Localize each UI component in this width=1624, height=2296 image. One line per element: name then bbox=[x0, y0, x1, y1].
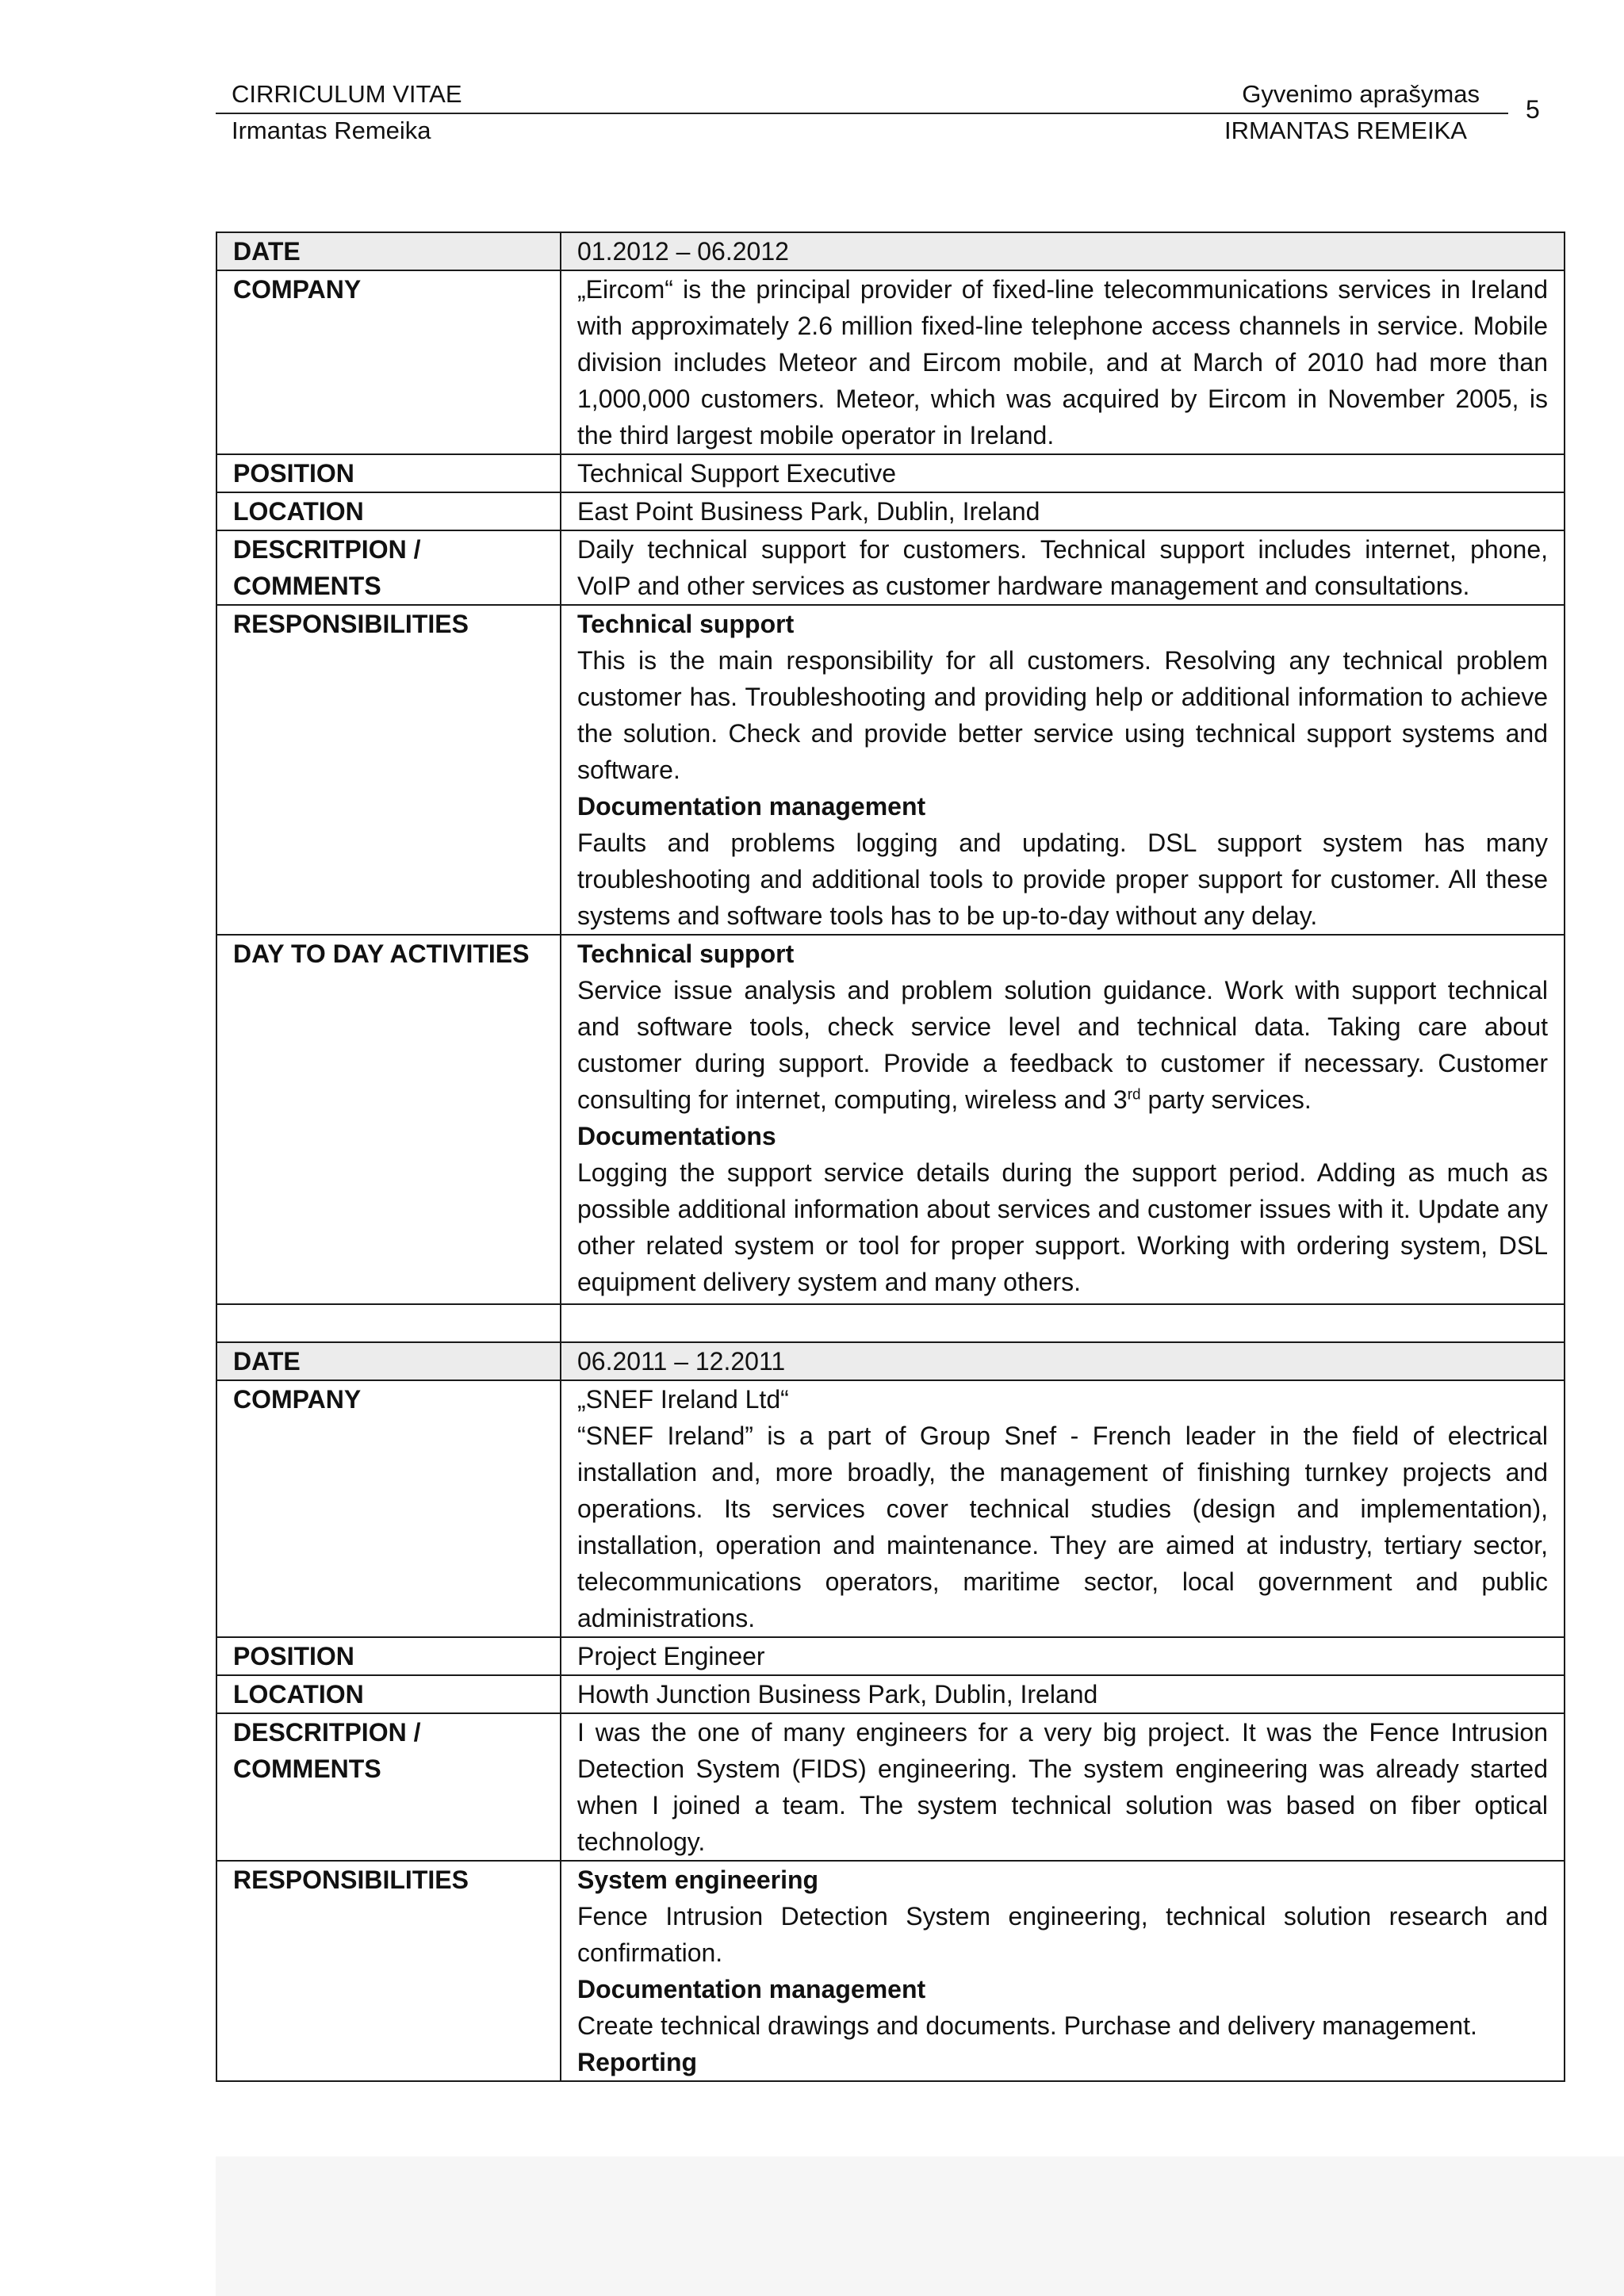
ordinal-superscript: rd bbox=[1127, 1086, 1141, 1104]
resp-heading: Documentation management bbox=[577, 1975, 926, 2003]
header-right-title: Gyvenimo aprašymas bbox=[1242, 80, 1480, 108]
description-label bbox=[216, 530, 561, 605]
spacer-cell bbox=[561, 1304, 1565, 1342]
table-row bbox=[216, 454, 1565, 492]
location-value: East Point Business Park, Dublin, Ireland bbox=[561, 492, 1565, 530]
resp-paragraph: Create technical drawings and documents. Purchase and delivery management. bbox=[577, 2011, 1477, 2040]
table-row bbox=[216, 1675, 1565, 1713]
activities-text-end: party services. bbox=[1140, 1085, 1312, 1114]
date-value: 01.2012 – 06.2012 bbox=[561, 232, 1565, 270]
table-row bbox=[216, 605, 1565, 935]
activities-paragraph: Logging the support service details during the support period. Adding as much as possible additional information about services and customer issues with it. Update any other related system or tool for proper support. Working with ordering system, DSL equipment delivery system and many others. bbox=[577, 1158, 1548, 1296]
header-rule bbox=[216, 113, 1508, 114]
header-right-name: IRMANTAS REMEIKA bbox=[1224, 117, 1467, 144]
position-value: Project Engineer bbox=[561, 1637, 1565, 1675]
table-row bbox=[216, 1637, 1565, 1675]
responsibilities-value bbox=[561, 1861, 1565, 2081]
resp-paragraph: This is the main responsibility for all customers. Resolving any technical problem customer has. Troubleshooting and providing help or additional information to achieve the solution. Check and provide better service using technical support systems and software. bbox=[577, 646, 1548, 784]
table-row bbox=[216, 530, 1565, 605]
resp-paragraph: Faults and problems logging and updating. DSL support system has many troubleshooting and additional tools to provide proper support for customer. All these systems and software tools has to be up-to-day without any delay. bbox=[577, 828, 1548, 930]
responsibilities-label: RESPONSIBILITIES bbox=[216, 1861, 561, 2081]
description-label-line2: COMMENTS bbox=[233, 572, 381, 600]
activities-heading: Technical support bbox=[577, 939, 795, 968]
table-row bbox=[216, 1380, 1565, 1637]
resp-heading: System engineering bbox=[577, 1866, 819, 1894]
company-label: COMPANY bbox=[216, 270, 561, 454]
spacer-row bbox=[216, 1304, 1565, 1342]
date-value: 06.2011 – 12.2011 bbox=[561, 1342, 1565, 1380]
responsibilities-value bbox=[561, 605, 1565, 935]
page-bottom-shade bbox=[216, 2156, 1624, 2296]
description-value: I was the one of many engineers for a very big project. It was the Fence Intrusion Detection System (FIDS) engineering. The system engineering was already started when I joined a team. The system technical solution was based on fiber optical technology. bbox=[561, 1713, 1565, 1861]
company-label: COMPANY bbox=[216, 1380, 561, 1637]
spacer-cell bbox=[216, 1304, 561, 1342]
resp-heading: Documentation management bbox=[577, 792, 926, 821]
description-label bbox=[216, 1713, 561, 1861]
date-label: DATE bbox=[216, 1342, 561, 1380]
resp-heading: Reporting bbox=[577, 2048, 698, 2076]
header-left-title: CIRRICULUM VITAE bbox=[232, 80, 462, 108]
description-label-line2: COMMENTS bbox=[233, 1755, 381, 1783]
activities-label: DAY TO DAY ACTIVITIES bbox=[216, 935, 561, 1304]
description-value: Daily technical support for customers. Technical support includes internet, phone, VoIP and other services as customer hardware management and consultations. bbox=[561, 530, 1565, 605]
description-label-line1: DESCRITPION / bbox=[233, 1718, 421, 1747]
company-name: „SNEF Ireland Ltd“ bbox=[577, 1385, 789, 1414]
table-row bbox=[216, 270, 1565, 454]
company-text: “SNEF Ireland” is a part of Group Snef - French leader in the field of electrical installation and, more broadly, the management of finishing turnkey projects and operations. Its services cover technical studies (design and implementation), installation, operation and maintenance. They are aimed at industry, tertiary sector, telecommunications operators, maritime sector, local government and public administrations. bbox=[577, 1422, 1548, 1632]
table-row bbox=[216, 1342, 1565, 1380]
location-value: Howth Junction Business Park, Dublin, Ireland bbox=[561, 1675, 1565, 1713]
activities-paragraph bbox=[577, 972, 1548, 1118]
position-label: POSITION bbox=[216, 454, 561, 492]
resp-paragraph: Fence Intrusion Detection System engineering, technical solution research and confirmation. bbox=[577, 1902, 1548, 1967]
header-left-name: Irmantas Remeika bbox=[232, 117, 431, 144]
location-label: LOCATION bbox=[216, 492, 561, 530]
page-number: 5 bbox=[1526, 95, 1540, 124]
cv-table bbox=[216, 232, 1565, 2082]
table-row bbox=[216, 1861, 1565, 2081]
activities-value bbox=[561, 935, 1565, 1304]
description-label-line1: DESCRITPION / bbox=[233, 535, 421, 564]
date-label: DATE bbox=[216, 232, 561, 270]
company-description bbox=[561, 1380, 1565, 1637]
position-value: Technical Support Executive bbox=[561, 454, 1565, 492]
activities-heading: Documentations bbox=[577, 1122, 776, 1150]
table-row bbox=[216, 492, 1565, 530]
position-label: POSITION bbox=[216, 1637, 561, 1675]
company-description: „Eircom“ is the principal provider of fixed-line telecommunications services in Ireland with approximately 2.6 million fixed-line telephone access channels in service. Mobile division includes Meteor and Eircom mobile, and at March of 2010 had more than 1,000,000 customers. Meteor, which was acquired by Eircom in November 2005, is the third largest mobile operator in Ireland. bbox=[561, 270, 1565, 454]
activities-text: Service issue analysis and problem solution guidance. Work with support technical and software tools, check service level and technical data. Taking care about customer during support. Provide a feedback to customer if necessary. Customer consulting for internet, computing, wireless and 3 bbox=[577, 976, 1548, 1114]
responsibilities-label: RESPONSIBILITIES bbox=[216, 605, 561, 935]
table-row bbox=[216, 232, 1565, 270]
table-row bbox=[216, 1713, 1565, 1861]
resp-heading: Technical support bbox=[577, 610, 795, 638]
location-label: LOCATION bbox=[216, 1675, 561, 1713]
table-row bbox=[216, 935, 1565, 1304]
